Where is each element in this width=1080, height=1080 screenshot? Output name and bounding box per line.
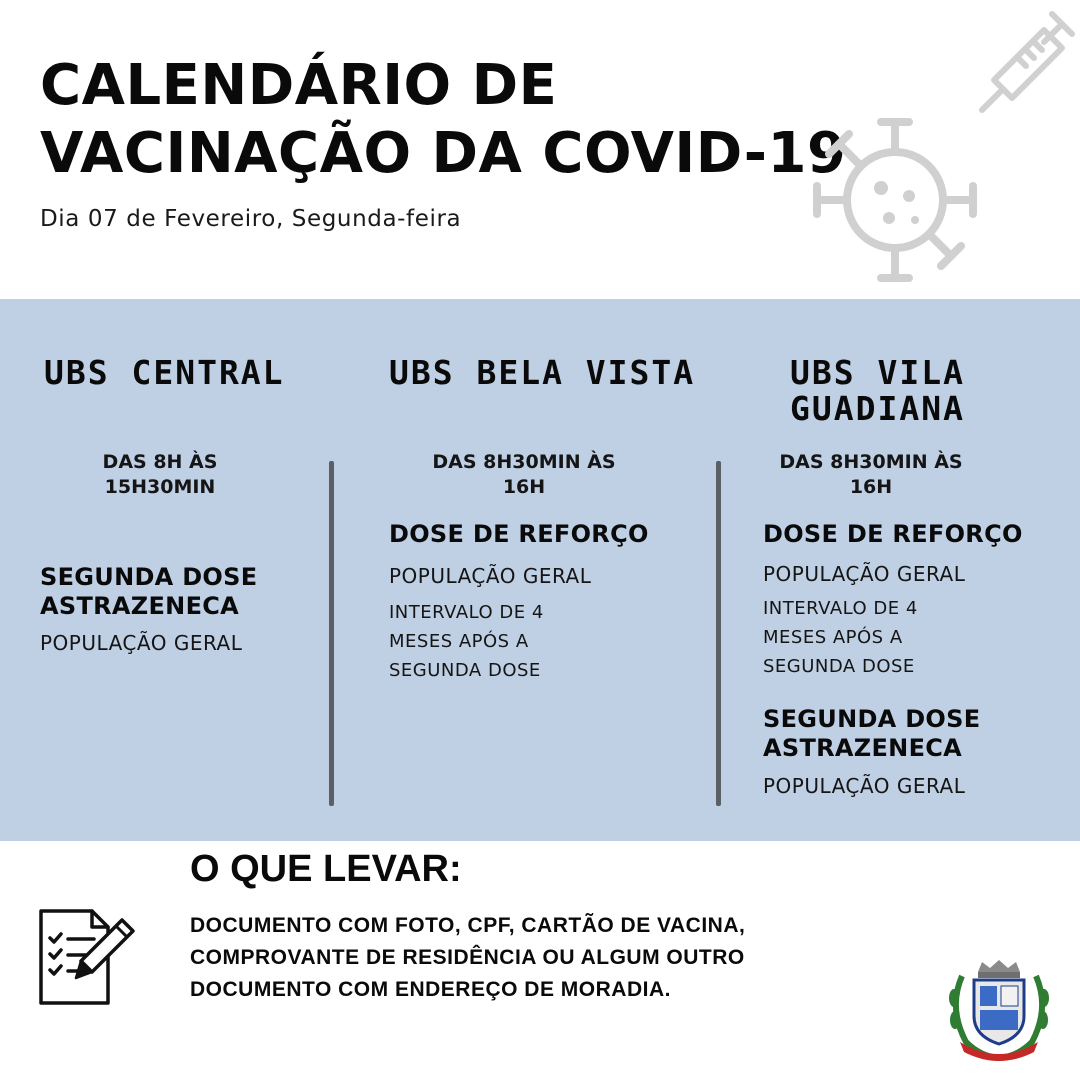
bring-title: O QUE LEVAR: xyxy=(190,848,462,890)
dose-audience: POPULAÇÃO GERAL xyxy=(389,564,592,588)
bring-line: COMPROVANTE DE RESIDÊNCIA OU ALGUM OUTRO xyxy=(190,946,745,969)
dose-audience: POPULAÇÃO GERAL xyxy=(40,631,243,655)
dose-line: ASTRAZENECA xyxy=(763,734,963,762)
location-name-ubs-vila-guadiana xyxy=(790,355,965,427)
dose-interval xyxy=(763,594,993,681)
dose-interval xyxy=(389,598,619,685)
checklist-document-icon xyxy=(38,908,138,1008)
location-name-line: UBS VILA xyxy=(790,353,965,392)
dose-line: SEGUNDA DOSE xyxy=(40,563,258,591)
date-subtitle: Dia 07 de Fevereiro, Segunda-feira xyxy=(40,206,462,232)
city-crest-emblem xyxy=(940,958,1058,1062)
dose-type: DOSE DE REFORÇO xyxy=(763,520,1023,548)
dose-type xyxy=(763,705,980,763)
interval-line: MESES APÓS A xyxy=(389,631,529,652)
hours-line: 16H xyxy=(502,476,546,498)
dose-audience: POPULAÇÃO GERAL xyxy=(763,774,966,798)
title-line-1: CALENDÁRIO DE xyxy=(40,53,558,118)
interval-line: MESES APÓS A xyxy=(763,627,903,648)
dose-audience: POPULAÇÃO GERAL xyxy=(763,562,966,586)
dose-line: SEGUNDA DOSE xyxy=(763,705,981,733)
location-name-ubs-bela-vista: UBS BELA VISTA xyxy=(389,353,696,392)
hours-line: 15H30MIN xyxy=(104,476,216,498)
column-divider xyxy=(329,461,334,806)
virus-icon xyxy=(795,100,995,300)
bring-line: DOCUMENTO COM FOTO, CPF, CARTÃO DE VACINA, xyxy=(190,914,746,937)
page-title xyxy=(40,52,846,188)
hours-line: DAS 8H30MIN ÀS xyxy=(432,451,616,473)
location-name-ubs-central: UBS CENTRAL xyxy=(44,353,285,392)
interval-line: INTERVALO DE 4 xyxy=(763,598,918,619)
interval-line: SEGUNDA DOSE xyxy=(763,656,915,677)
location-hours xyxy=(760,450,982,500)
location-hours xyxy=(40,450,280,500)
dose-line: ASTRAZENECA xyxy=(40,592,240,620)
hours-line: DAS 8H ÀS xyxy=(102,451,218,473)
interval-line: INTERVALO DE 4 xyxy=(389,602,544,623)
bring-line: DOCUMENTO COM ENDEREÇO DE MORADIA. xyxy=(190,978,671,1001)
location-hours xyxy=(394,450,654,500)
interval-line: SEGUNDA DOSE xyxy=(389,660,541,681)
location-name-line: GUADIANA xyxy=(790,389,965,428)
title-line-2: VACINAÇÃO DA COVID-19 xyxy=(40,121,847,186)
bring-description xyxy=(190,910,745,1006)
dose-type: DOSE DE REFORÇO xyxy=(389,520,649,548)
hours-line: 16H xyxy=(849,476,893,498)
dose-type xyxy=(40,563,257,621)
column-divider xyxy=(716,461,721,806)
hours-line: DAS 8H30MIN ÀS xyxy=(779,451,963,473)
